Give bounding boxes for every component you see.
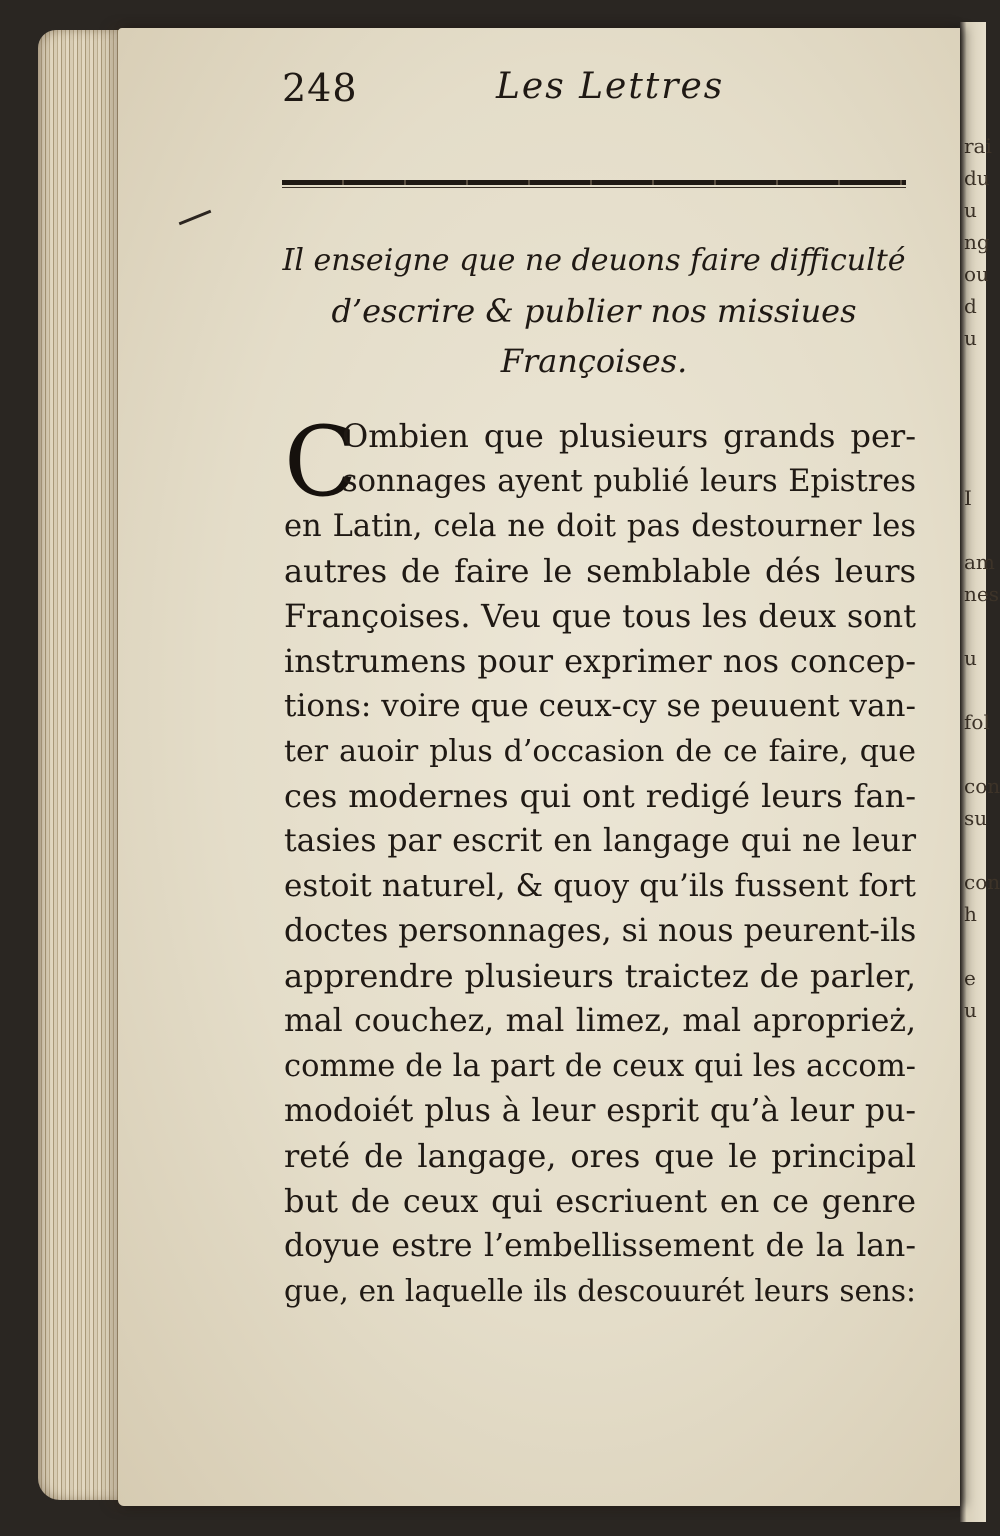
heading-line: d’escrire & publier nos missiues — [331, 292, 857, 330]
text-line: sonnages ayent publié leurs Epistres — [342, 464, 916, 499]
page-number: 248 — [282, 66, 358, 110]
text-line: ces modernes qui ont redigé leurs fan- — [284, 777, 916, 815]
text-line: Ombien que plusieurs grands per- — [342, 417, 916, 455]
heading-line: Françoises. — [500, 342, 688, 380]
rule-thin — [282, 187, 906, 188]
page-header — [282, 58, 902, 118]
text-line: en Latin, cela ne doit pas destourner les — [284, 509, 916, 544]
text-line: comme de la part de ceux qui les accom- — [284, 1049, 916, 1084]
rule-thick — [282, 180, 906, 185]
text-line: gue, en laquelle ils descouurét leurs sens: — [284, 1274, 916, 1308]
text-line: doctes personnages, si nous peurent-ils — [284, 913, 917, 949]
section-heading — [282, 236, 906, 386]
drop-cap: C — [284, 406, 358, 518]
text-line: modoiét plus à leur esprit qu’à leur pu- — [284, 1093, 916, 1129]
text-line: ter auoir plus d’occasion de ce faire, que — [284, 734, 916, 769]
text-line: mal couchez, mal limez, mal aproprież, — [284, 1003, 916, 1039]
text-line: doyue estre l’embellissement de la lan- — [284, 1228, 916, 1264]
text-line: autres de faire le semblable dés leurs — [284, 552, 916, 590]
text-line: Françoises. Veu que tous les deux sont — [284, 597, 916, 635]
body-text — [284, 406, 917, 1314]
running-head: Les Lettres — [496, 66, 725, 107]
text-line: apprendre plusieurs traictez de parler, — [284, 957, 916, 995]
header-rule — [282, 176, 906, 190]
text-line: instrumens pour exprimer nos concep- — [284, 642, 916, 680]
text-line: estoit naturel, & quoy qu’ils fussent fort — [284, 868, 916, 904]
facing-page-fragments: rai du u ng ou d u I am nes u fol con su con h e u — [964, 134, 1000, 1022]
text-line: reté de langage, ores que le principal — [284, 1137, 916, 1175]
heading-line: Il enseigne que ne deuons faire difficulté — [282, 243, 906, 278]
text-line: tions: voire que ceux-cy se peuuent van- — [284, 688, 916, 724]
text-line: tasies par escrit en langage qui ne leur — [284, 823, 916, 859]
text-line: but de ceux qui escriuent en ce genre — [284, 1182, 916, 1220]
